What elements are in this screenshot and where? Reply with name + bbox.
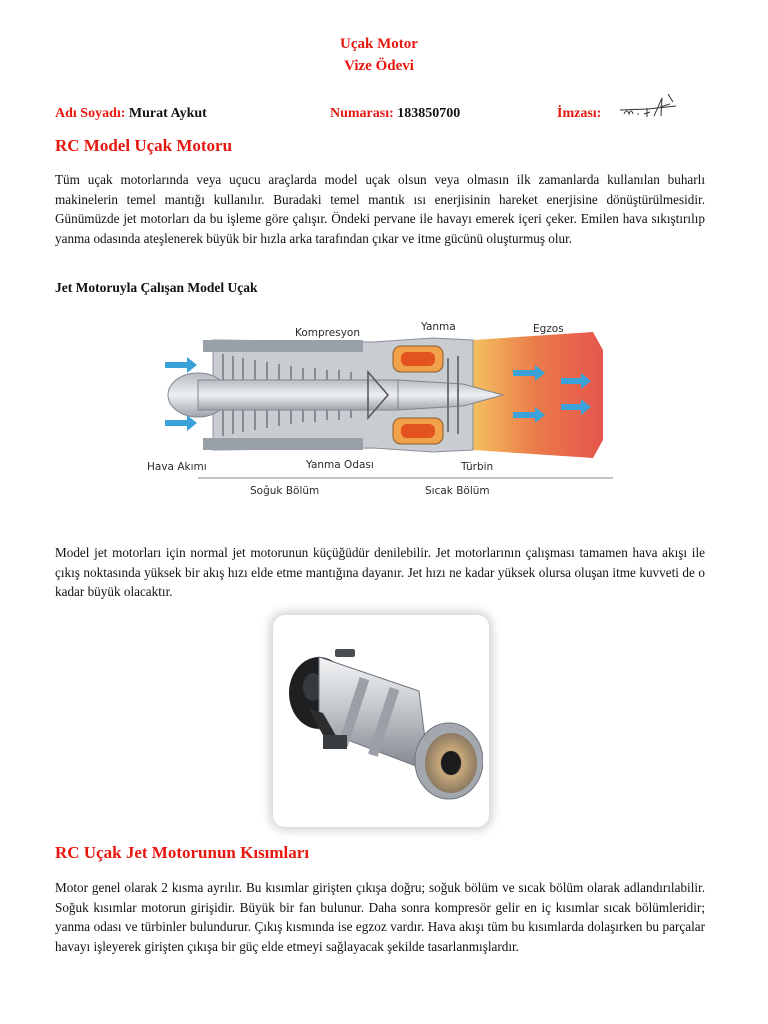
label-turbin: Türbin: [461, 461, 494, 473]
signature-field: [557, 106, 601, 122]
signature-label: İmzası:: [557, 106, 602, 121]
name-label: Adı Soyadı:: [55, 106, 126, 121]
model-jet-paragraph: Model jet motorları için normal jet motorunun küçüğüdür denilebilir. Jet motorlarının çalışması tamamen hava akışı ile çıkış noktasında yüksek bir akış hızı elde etme mantığına dayanır. Jet hızı ne kadar yüksek olursa oluşan itme kuvveti de o kadar büyük olacaktır.: [55, 545, 705, 600]
section-heading-rc-model: RC Model Uçak Motoru: [55, 136, 233, 155]
model-jet-engine-photo: [273, 615, 489, 827]
document-subtitle: Vize Ödevi: [344, 58, 414, 74]
label-soguk-bolum: Soğuk Bölüm: [250, 485, 320, 497]
number-label: Numarası:: [330, 106, 394, 121]
label-yanma: Yanma: [421, 321, 456, 333]
label-sicak-bolum: Sıcak Bölüm: [425, 485, 490, 497]
label-hava-akimi: Hava Akımı: [147, 461, 207, 473]
diagram-subheading: Jet Motoruyla Çalışan Model Uçak: [55, 280, 258, 295]
label-yanma-odasi: Yanma Odası: [306, 459, 374, 471]
engine-parts-paragraph: Motor genel olarak 2 kısma ayrılır. Bu kısımlar girişten çıkışa doğru; soğuk bölüm ve sıcak bölüm olarak adlandırılabilir. Soğuk kısımlar motorun girişidir. Büyük bir fan bulunur. Daha sonra kompresör gelir en iç kısımlar sıcak bölümleridir; yanma odası ve türbinler bulundurur. Çıkış kısmında ise egzoz vardır. Hava akışı tüm bu kısımlarda dolaşırken bu parçalar havayı işleyerek girişten çıkışa bir güç elde etmeyi sağlayacak şekilde tasarlanmışlardır.: [55, 880, 705, 954]
document-title: Uçak Motor: [340, 36, 418, 52]
signature-image: [618, 90, 680, 120]
student-number: [330, 106, 460, 122]
jet-engine-photo-illustration: [279, 621, 483, 821]
intro-paragraph: Tüm uçak motorlarında veya uçucu araçlarda model uçak olsun veya olmasın ilk zamanlarda kullanılan buharlı makinelerin temel mantığı kullanılır. Buradaki temel mantık ısı enerjisinin hareket enerjisine dönüştürülmesidir. Günümüzde jet motorları da bu işleme göre çalışır. Öndeki pervane ile havayı emerek içeri çeker. Emilen hava sıkıştırılıp yanma odasında ateşlenerek büyük bir hızla arka tarafından çıkar ve itme gücünü oluşturmuş olur.: [55, 172, 705, 246]
label-kompresyon: Kompresyon: [295, 327, 360, 339]
jet-engine-diagram: [143, 310, 619, 500]
section-heading-jet-parts: RC Uçak Jet Motorunun Kısımları: [55, 843, 310, 862]
student-name: [55, 106, 207, 122]
name-value: Murat Aykut: [128, 106, 207, 121]
label-egzos: Egzos: [533, 323, 564, 335]
number-value: 183850700: [397, 106, 461, 121]
